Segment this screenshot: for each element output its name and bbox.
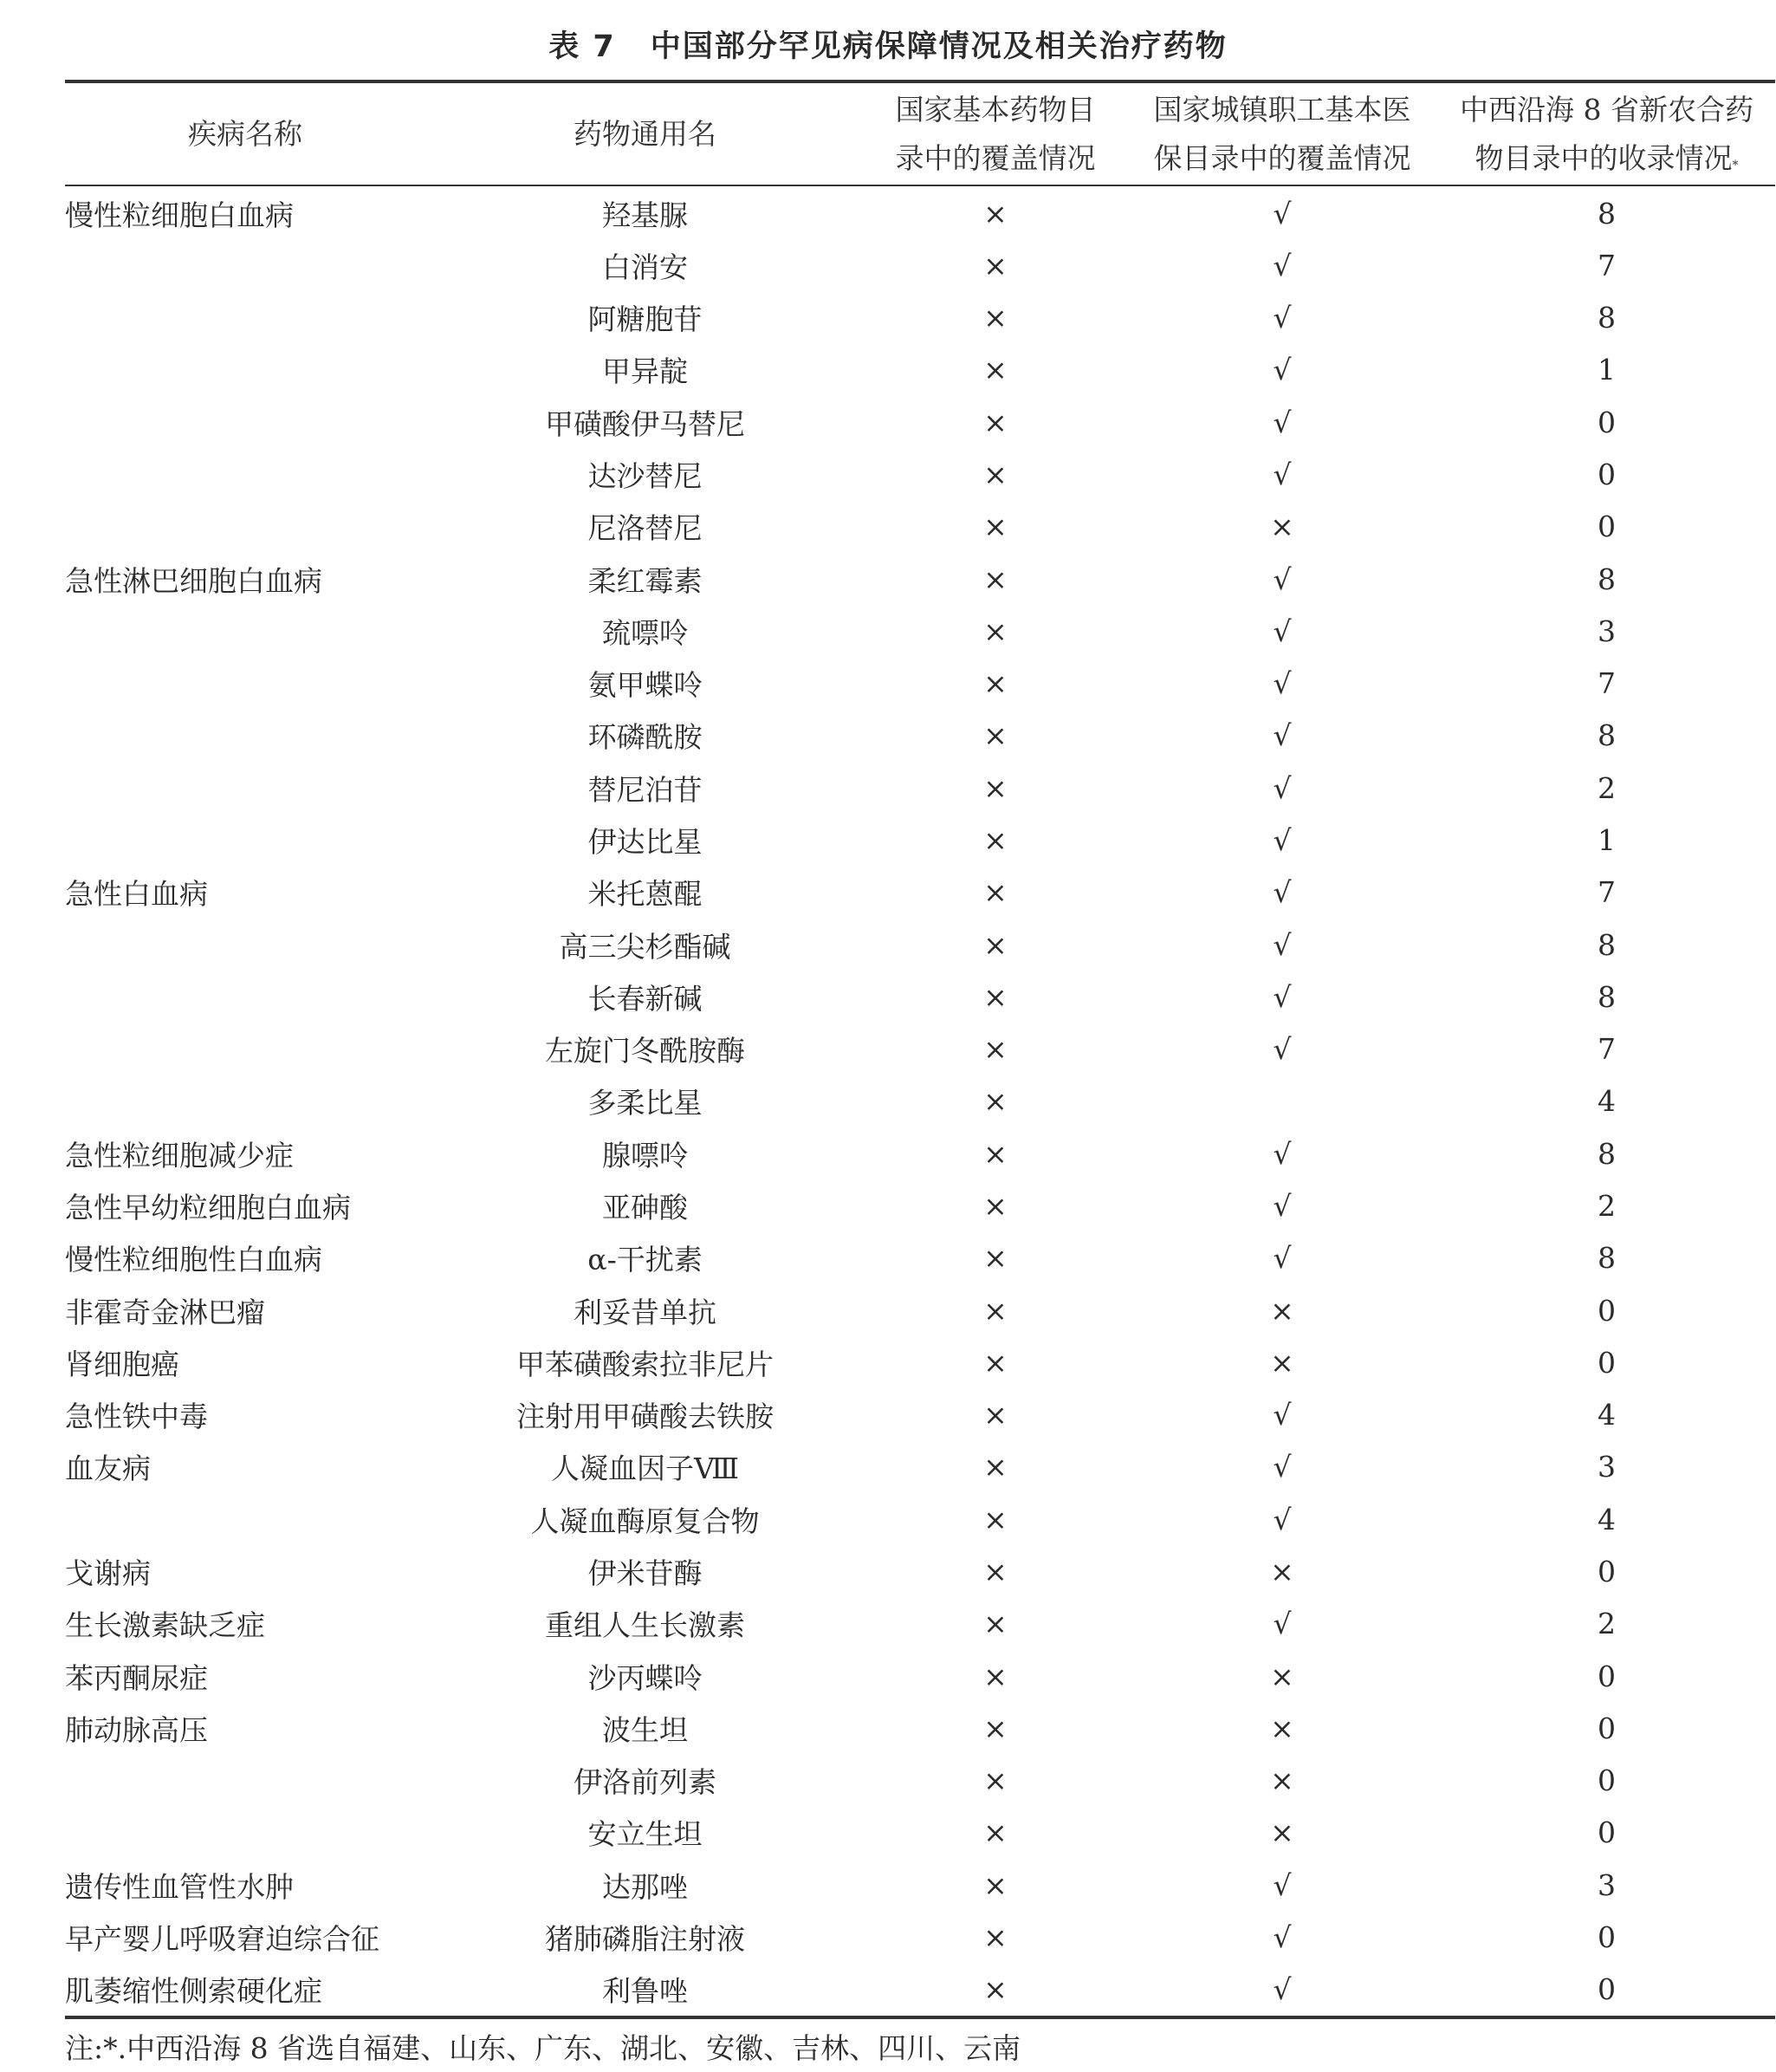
disease-name-cell [65,344,425,396]
insurance-coverage-cell: × [1270,1815,1294,1850]
table-row [65,1441,1775,1493]
table-row [65,1127,1775,1179]
insurance-coverage-cell: √ [1273,666,1292,701]
header-essential-list: 国家基本药物目 录中的覆盖情况 [895,93,1096,175]
ncms-count-cell: 0 [1598,458,1616,492]
disease-name-cell [65,971,425,1023]
ncms-count-cell: 8 [1598,301,1616,335]
insurance-coverage-cell: √ [1273,1867,1292,1902]
insurance-coverage-cell: √ [1273,196,1292,231]
essential-coverage-cell: × [983,875,1008,910]
drug-name-cell: 甲磺酸伊马替尼 [545,406,745,441]
disease-name-cell [65,448,425,500]
essential-coverage-cell: × [983,1241,1008,1276]
disease-name-cell: 急性白血病 [65,877,208,912]
essential-coverage-cell: × [983,248,1008,283]
disease-name-cell [65,396,425,448]
header-insurance-list: 国家城镇职工基本医 保目录中的覆盖情况 [1153,93,1411,175]
disease-name-cell [65,919,425,971]
drug-name-cell: 柔红霉素 [587,563,703,598]
drug-name-cell: 氨甲蝶呤 [587,668,703,703]
drug-name-cell: 达沙替尼 [587,459,703,494]
insurance-coverage-cell: √ [1273,248,1292,283]
essential-coverage-cell: × [983,562,1008,596]
ncms-count-cell: 0 [1598,405,1616,439]
insurance-coverage-cell: √ [1273,1398,1292,1432]
table-row [65,1598,1775,1650]
essential-coverage-cell: × [983,510,1008,544]
disease-name-cell: 肺动脉高压 [65,1712,208,1747]
ncms-count-cell: 8 [1598,1241,1616,1276]
table-row [65,605,1775,657]
ncms-count-cell: 0 [1598,1919,1616,1954]
essential-coverage-cell: × [983,1136,1008,1171]
essential-coverage-cell: × [983,1450,1008,1484]
disease-name-cell [65,1075,425,1127]
ncms-count-cell: 7 [1598,875,1616,910]
disease-name-cell: 急性淋巴细胞白血病 [65,563,322,598]
ncms-count-cell: 8 [1598,1136,1616,1171]
ncms-count-cell: 2 [1598,1188,1616,1223]
insurance-coverage-cell: √ [1273,823,1292,858]
table-row [65,1232,1775,1284]
disease-name-cell [65,762,425,814]
table-row [65,501,1775,553]
ncms-count-cell: 0 [1598,1554,1616,1588]
ncms-count-cell: 8 [1598,562,1616,596]
essential-coverage-cell: × [983,1815,1008,1850]
ncms-count-cell: 4 [1598,1502,1616,1536]
ncms-count-cell: 3 [1598,614,1616,648]
ncms-count-cell: 0 [1598,1659,1616,1693]
insurance-coverage-cell: × [1270,1554,1294,1588]
disease-name-cell [65,1754,425,1806]
ncms-count-cell: 0 [1598,1711,1616,1745]
insurance-coverage-cell: √ [1273,770,1292,805]
insurance-coverage-cell: × [1270,1293,1294,1328]
disease-name-cell: 肌萎缩性侧索硬化症 [65,1974,322,2009]
essential-coverage-cell: × [983,196,1008,231]
ncms-count-cell: 2 [1598,770,1616,805]
insurance-coverage-cell: √ [1273,353,1292,387]
table-row [65,1911,1775,1963]
essential-coverage-cell: × [983,405,1008,439]
drug-name-cell: 达那唑 [602,1869,688,1904]
disease-name-cell [65,292,425,344]
essential-coverage-cell: × [983,1919,1008,1954]
drug-name-cell: 白消安 [602,250,688,284]
essential-coverage-cell: × [983,718,1008,753]
disease-name-cell [65,710,425,762]
ncms-count-cell: 0 [1598,1972,1616,2007]
table-number: 表 7 [548,29,616,64]
disease-name-cell: 生长激素缺乏症 [65,1608,265,1643]
insurance-coverage-cell: √ [1273,1136,1292,1171]
header-drug: 药物通用名 [574,117,716,151]
disease-name-cell [65,501,425,553]
essential-coverage-cell: × [983,1502,1008,1536]
essential-coverage-cell: × [983,1867,1008,1902]
insurance-coverage-cell: √ [1273,301,1292,335]
ncms-count-cell: 7 [1598,1032,1616,1067]
top-rule [65,80,1775,83]
table-row [65,1493,1775,1545]
disease-name-cell: 慢性粒细胞性白血病 [65,1243,322,1277]
table-footnote: 注:*.中西沿海 8 省选自福建、山东、广东、湖北、安徽、吉林、四川、云南 [65,2031,1021,2065]
disease-name-cell: 早产婴儿呼吸窘迫综合征 [65,1921,379,1956]
drug-name-cell: 猪肺磷脂注射液 [545,1921,745,1956]
drug-name-cell: 利妥昔单抗 [574,1295,716,1329]
table-row [65,1179,1775,1231]
essential-coverage-cell: × [983,1084,1008,1119]
ncms-count-cell: 4 [1598,1084,1616,1119]
table-row [65,344,1775,396]
insurance-coverage-cell: √ [1273,614,1292,648]
table-row [65,1754,1775,1806]
ncms-count-cell: 1 [1598,353,1616,387]
table-row [65,1859,1775,1911]
insurance-coverage-cell: × [1270,1345,1294,1380]
insurance-coverage-cell [1126,1075,1438,1127]
table-row [65,814,1775,866]
table-row [65,239,1775,291]
essential-coverage-cell: × [983,353,1008,387]
insurance-coverage-cell: √ [1273,562,1292,596]
essential-coverage-cell: × [983,1293,1008,1328]
disease-name-cell: 急性早幼粒细胞白血病 [65,1190,351,1224]
essential-coverage-cell: × [983,1659,1008,1693]
header-ncms-list: 中西沿海 8 省新农合药 物目录中的收录情况* [1460,93,1753,175]
essential-coverage-cell: × [983,1607,1008,1641]
drug-name-cell: 人凝血酶原复合物 [530,1504,760,1538]
disease-name-cell: 急性铁中毒 [65,1400,208,1434]
table-row [65,396,1775,448]
drug-name-cell: 伊米苷酶 [587,1556,703,1590]
essential-coverage-cell: × [983,1398,1008,1432]
insurance-coverage-cell: √ [1273,1032,1292,1067]
drug-name-cell: 多柔比星 [587,1086,703,1120]
table-row [65,710,1775,762]
table-row [65,867,1775,919]
insurance-coverage-cell: √ [1273,1450,1292,1484]
essential-coverage-cell: × [983,1554,1008,1588]
drug-name-cell: 伊洛前列素 [574,1765,716,1800]
essential-coverage-cell: × [983,823,1008,858]
drug-name-cell: 尼洛替尼 [587,511,703,546]
disease-name-cell: 急性粒细胞减少症 [65,1138,294,1172]
disease-name-cell [65,1023,425,1075]
header-disease: 疾病名称 [188,117,302,151]
disease-name-cell [65,1807,425,1859]
table-row [65,448,1775,500]
table-row [65,1284,1775,1336]
insurance-coverage-cell: √ [1273,1607,1292,1641]
table-row [65,1702,1775,1754]
essential-coverage-cell: × [983,770,1008,805]
ncms-count-cell: 0 [1598,1345,1616,1380]
drug-name-cell: 羟基脲 [602,198,688,232]
insurance-coverage-cell: √ [1273,1241,1292,1276]
drug-name-cell: 米托蒽醌 [587,877,703,912]
drug-name-cell: 亚砷酸 [602,1190,688,1224]
essential-coverage-cell: × [983,666,1008,701]
drug-name-cell: 伊达比星 [587,825,703,860]
footnote-mark: * [1732,159,1739,172]
ncms-count-cell: 8 [1598,196,1616,231]
insurance-coverage-cell: × [1270,1763,1294,1798]
table-row [65,187,1775,239]
insurance-coverage-cell: √ [1273,1919,1292,1954]
ncms-count-cell: 0 [1598,510,1616,544]
essential-coverage-cell: × [983,1711,1008,1745]
disease-name-cell: 肾细胞癌 [65,1347,179,1381]
drug-name-cell: 长春新碱 [587,981,703,1016]
insurance-coverage-cell: √ [1273,405,1292,439]
disease-name-cell: 遗传性血管性水肿 [65,1869,294,1904]
drug-name-cell: 甲异靛 [602,354,688,389]
disease-name-cell [65,1493,425,1545]
table-row [65,292,1775,344]
table-row [65,553,1775,605]
insurance-coverage-cell: √ [1273,979,1292,1014]
ncms-count-cell: 7 [1598,248,1616,283]
insurance-coverage-cell: √ [1273,718,1292,753]
ncms-count-cell: 4 [1598,1398,1616,1432]
essential-coverage-cell: × [983,1763,1008,1798]
ncms-count-cell: 8 [1598,927,1616,962]
table-row [65,1075,1775,1127]
drug-name-cell: 高三尖杉酯碱 [559,929,731,964]
drug-name-cell: 安立生坦 [587,1817,703,1852]
ncms-count-cell: 7 [1598,666,1616,701]
disease-name-cell: 苯丙酮尿症 [65,1660,208,1695]
insurance-coverage-cell: √ [1273,927,1292,962]
table-row [65,971,1775,1023]
essential-coverage-cell: × [983,301,1008,335]
table-row [65,658,1775,710]
disease-name-cell: 血友病 [65,1452,151,1486]
table-caption [0,23,1776,66]
table-row [65,919,1775,971]
ncms-count-cell: 0 [1598,1293,1616,1328]
table-row [65,1545,1775,1597]
insurance-coverage-cell: √ [1273,1502,1292,1536]
ncms-count-cell: 3 [1598,1867,1616,1902]
disease-name-cell: 慢性粒细胞白血病 [65,198,294,232]
drug-name-cell: 腺嘌呤 [602,1138,688,1172]
essential-coverage-cell: × [983,458,1008,492]
table-row [65,1336,1775,1388]
ncms-count-cell: 8 [1598,979,1616,1014]
essential-coverage-cell: × [983,1972,1008,2007]
table-row [65,1807,1775,1859]
table-row [65,1023,1775,1075]
table-row [65,762,1775,814]
drug-name-cell: 利鲁唑 [602,1974,688,2009]
drug-name-cell: 阿糖胞苷 [587,302,703,337]
header-rule [65,185,1775,186]
insurance-coverage-cell: × [1270,1659,1294,1693]
drug-name-cell: 甲苯磺酸索拉非尼片 [516,1347,774,1381]
essential-coverage-cell: × [983,1188,1008,1223]
ncms-count-cell: 8 [1598,718,1616,753]
essential-coverage-cell: × [983,614,1008,648]
essential-coverage-cell: × [983,979,1008,1014]
disease-name-cell: 非霍奇金淋巴瘤 [65,1295,265,1329]
drug-name-cell: 人凝血因子Ⅷ [551,1452,739,1486]
bottom-rule [65,2016,1775,2019]
drug-name-cell: 环磷酰胺 [587,720,703,755]
insurance-coverage-cell: √ [1273,875,1292,910]
disease-name-cell: 戈谢病 [65,1556,151,1590]
drug-name-cell: 重组人生长激素 [545,1608,745,1643]
drug-name-cell: 巯嘌呤 [602,615,688,650]
data-table [65,187,1775,2016]
drug-name-cell: 注射用甲磺酸去铁胺 [516,1400,774,1434]
essential-coverage-cell: × [983,1345,1008,1380]
ncms-count-cell: 0 [1598,1815,1616,1850]
drug-name-cell: 左旋门冬酰胺酶 [545,1034,745,1068]
table-row [65,1964,1775,2016]
ncms-count-cell: 1 [1598,823,1616,858]
insurance-coverage-cell: √ [1273,1188,1292,1223]
essential-coverage-cell: × [983,927,1008,962]
insurance-coverage-cell: × [1270,1711,1294,1745]
ncms-count-cell: 2 [1598,1607,1616,1641]
disease-name-cell [65,814,425,866]
ncms-count-cell: 0 [1598,1763,1616,1798]
disease-name-cell [65,239,425,291]
ncms-count-cell: 3 [1598,1450,1616,1484]
table-row [65,1650,1775,1702]
drug-name-cell: 沙丙蝶呤 [587,1660,703,1695]
table-row [65,1388,1775,1440]
insurance-coverage-cell: × [1270,510,1294,544]
insurance-coverage-cell: √ [1273,1972,1292,2007]
disease-name-cell [65,658,425,710]
drug-name-cell: 波生坦 [602,1712,688,1747]
drug-name-cell: α-干扰素 [587,1243,703,1277]
disease-name-cell [65,605,425,657]
insurance-coverage-cell: √ [1273,458,1292,492]
essential-coverage-cell: × [983,1032,1008,1067]
table-title: 中国部分罕见病保障情况及相关治疗药物 [650,29,1228,64]
drug-name-cell: 替尼泊苷 [587,772,703,807]
